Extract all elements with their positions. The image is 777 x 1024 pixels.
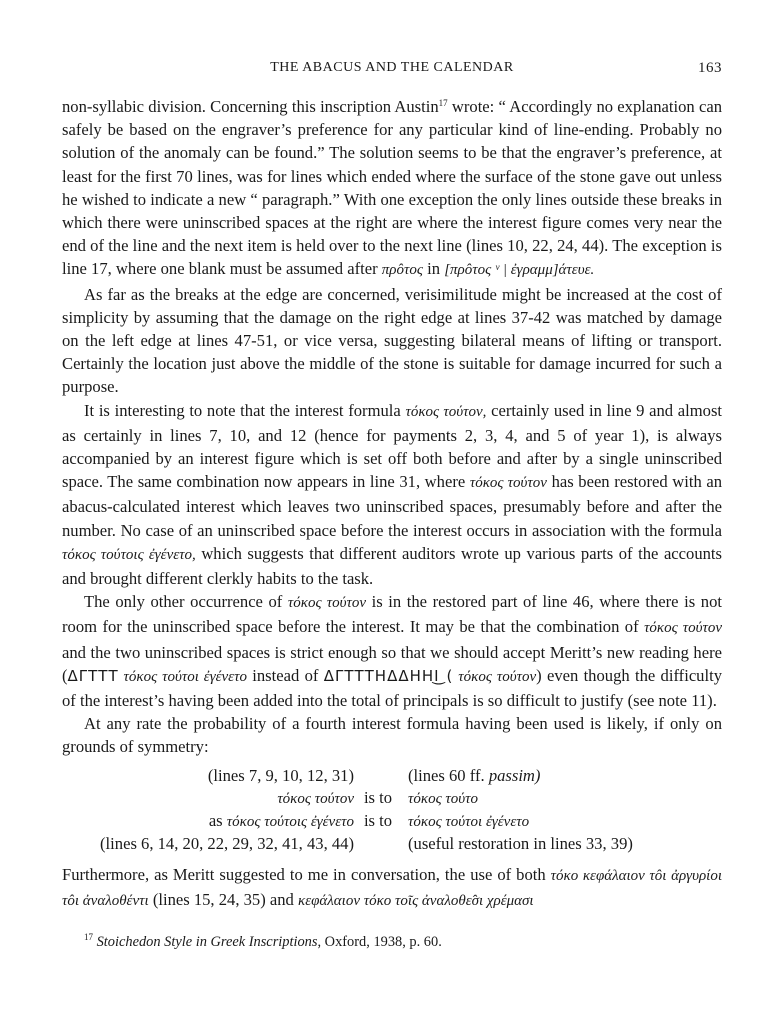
- paragraph-6: [62, 863, 722, 913]
- table-row: [62, 810, 682, 833]
- table-cell: [402, 810, 682, 833]
- table-cell: [402, 787, 682, 810]
- greek-phrase: τόκος τούτοι ἐγένετο: [408, 813, 530, 830]
- text-run: has been restored with an abacus-calculated interest which leaves two uninscribed spaces, presumably before and after the number. No case of an uninscribed space before the interest occurs in association with the formula: [62, 472, 722, 540]
- greek-phrase: τόκο κεφάλαιον τôι ἀργυρίοι τôι ἀναλοθέντι: [62, 867, 722, 909]
- paragraph-4: [62, 590, 722, 712]
- text-run: (lines 15, 24, 35) and: [148, 889, 298, 909]
- greek-phrase: τόκος τούτοις ἐγένετο: [226, 813, 354, 830]
- table-cell: (useful restoration in lines 33, 39): [408, 833, 633, 853]
- text-run: which suggests that different auditors wrote up various parts of the accounts and brought different clerkly habits to the task.: [62, 543, 722, 589]
- paragraph-1: [62, 92, 722, 283]
- text-run: Furthermore, as Meritt suggested to me in conversation, the use of both: [62, 864, 551, 884]
- text-run: ) even though the difficulty of the interest’s having been added into the total of principals is so difficult to justify (see note 11).: [62, 665, 722, 711]
- greek-phrase: [πρôτος ᵛ | ἐγραμμ]άτευε.: [444, 262, 595, 279]
- table-row: [62, 765, 682, 787]
- greek-phrase: τόκος τούτον: [469, 475, 547, 492]
- running-title: THE ABACUS AND THE CALENDAR: [270, 60, 514, 75]
- greek-phrase: τόκος τούτο: [408, 790, 479, 807]
- table-cell: (lines 7, 9, 10, 12, 31): [207, 765, 354, 785]
- text-run: and the two uninscribed spaces is strict enough so that we should accept Meritt’s new reading here (: [62, 642, 722, 685]
- greek-phrase: τόκος τούτον: [277, 790, 354, 807]
- text-run: (lines 60 ff.: [408, 765, 489, 785]
- table-cell: [354, 833, 402, 855]
- running-head: [62, 52, 722, 78]
- text-run: wrote: “ Accordingly no explanation can safely be based on the engraver’s preference for any particular kind of line-ending. Probably no solution of the anomaly can be found.” The solution seems to be that the engraver’s preference, at least for the first 70 lines, was for lines which ended where the surface of the stone gave out unless he wished to indicate a new “ paragraph.” With one exception the only lines outside these breaks in which there were uninscribed spaces at the right are where the interest figure comes very near the end of the line and the next item is held over to the next line (lines 10, 22, 24, 44). The exception is line 17, where one blank must be assumed after: [62, 97, 722, 279]
- attic-numeral: ΔΓΤΤΤΗΔΔΗΗΙ͜ (: [323, 666, 454, 685]
- attic-numeral: ΔΓΤΤΤ: [67, 666, 119, 685]
- page: [62, 52, 722, 952]
- text-run: as: [208, 810, 227, 830]
- formula-table: [62, 765, 682, 855]
- text-run: instead of: [246, 665, 324, 685]
- table-cell: is to: [363, 811, 393, 831]
- table-cell: [62, 810, 354, 833]
- text-run: in: [422, 259, 445, 279]
- footnote-text: , Oxford, 1938, p. 60.: [317, 934, 442, 951]
- table-row: [62, 787, 682, 810]
- body-text: [62, 92, 722, 913]
- table-cell: is to: [363, 788, 393, 808]
- text-run: It is interesting to note that the interest formula: [84, 400, 406, 420]
- greek-phrase: τόκος τούτον: [453, 668, 537, 685]
- footnote-mark: 17: [84, 932, 93, 943]
- table-cell: (lines 6, 14, 20, 22, 29, 32, 41, 43, 44): [100, 833, 354, 853]
- table-row: [62, 833, 682, 855]
- italic-run: passim): [488, 765, 541, 785]
- greek-phrase: τόκος τούτοι ἐγένετο: [118, 668, 247, 685]
- footnote-title: Stoichedon Style in Greek Inscriptions: [96, 934, 318, 951]
- text-run: certainly used in line 9 and almost as certainly in lines 7, 10, and 12 (hence for payments 2, 3, 4, and 5 of year 1), is always accompanied by an interest figure which is set off both before and after by a single uninscribed space. The same combination now appears in line 31, where: [62, 400, 723, 492]
- text-run: The only other occurrence of: [84, 592, 288, 612]
- text-run: non-syllabic division. Concerning this inscription Austin: [62, 97, 439, 116]
- table-cell: [402, 765, 682, 787]
- greek-phrase: τόκος τούτοις ἐγένετο,: [62, 546, 196, 563]
- greek-phrase: τόκος τούτον: [287, 595, 367, 612]
- text-run: is in the restored part of line 46, where there is not room for the uninscribed space before the interest. It may be that the combination of: [62, 592, 722, 637]
- paragraph-5: At any rate the probability of a fourth interest formula having been used is likely, if only on grounds of symmetry:: [62, 714, 722, 757]
- table-cell: [62, 787, 354, 810]
- paragraph-3: [62, 399, 722, 591]
- greek-phrase: τόκος τούτον,: [405, 403, 487, 420]
- page-number: 163: [698, 60, 722, 76]
- greek-phrase: κεφάλαιον τόκο τοῖς ἀναλοθε̂σι χρέμασι: [298, 892, 534, 909]
- greek-phrase: τόκος τούτον: [644, 620, 723, 637]
- footnote-reference: 17: [438, 98, 448, 108]
- footnote: [62, 927, 722, 952]
- greek-phrase: πρôτος: [381, 262, 423, 279]
- paragraph-2: As far as the breaks at the edge are concerned, verisimilitude might be increased at the cost of simplicity by assuming that the damage on the right edge at lines 37-42 was matched by damage on the left edge at lines 47-51, or vice versa, suggesting bilateral means of lifting or transport. Certainly the location just above the middle of the stone is suitable for damage incurred for such a purpose.: [62, 284, 722, 397]
- table-cell: [354, 765, 402, 787]
